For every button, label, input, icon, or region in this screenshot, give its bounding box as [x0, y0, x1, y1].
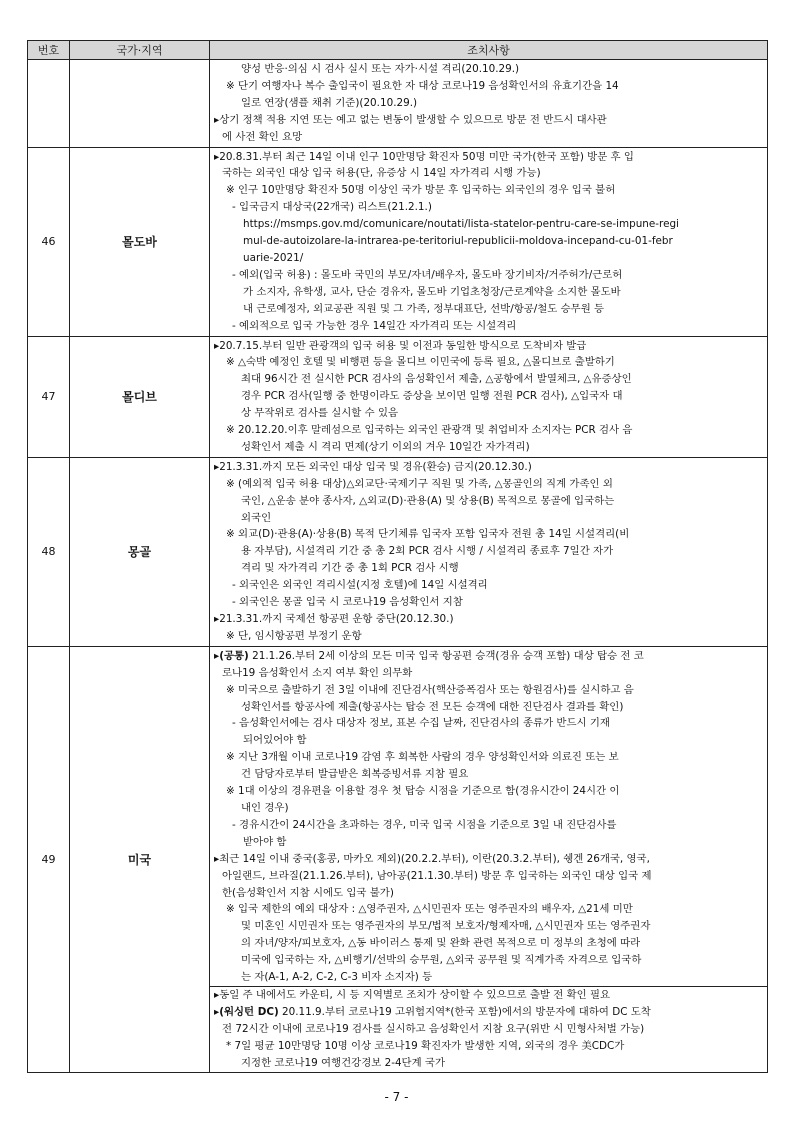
table-row-moldova	[28, 147, 768, 336]
measure-line: 로나19 음성확인서 소지 여부 확인 의무화	[222, 666, 413, 679]
country-cell: 미국	[70, 646, 210, 1073]
measure-line: 의 자녀/양자/피보호자, △동 바이러스 통제 및 완화 관련 목적으로 미 정부의 초청에 따라	[241, 937, 641, 950]
header-country: 국가·지역	[70, 41, 210, 60]
measure-line: 국인, △운송 분야 종사자, △외교(D)·관용(A) 및 상용(B) 목적으로 몽골에 입국하는	[241, 494, 615, 507]
measure-line: 최대 96시간 전 실시한 PCR 검사의 음성확인서 제출, △공항에서 발열체크, △유증상인	[241, 373, 632, 386]
measure-line: 되어있어야 함	[243, 734, 307, 747]
measure-line: ▸21.3.31.까지 국제선 항공편 운항 중단(20.12.30.)	[214, 613, 454, 625]
measures-cell	[210, 147, 768, 336]
measure-line: - 외국인은 외국인 격리시설(지정 호텔)에 14일 시설격리	[232, 579, 488, 592]
measure-link[interactable]: uarie-2021/	[243, 251, 304, 264]
measures-cell	[210, 336, 768, 457]
measure-link[interactable]: mul-de-autoizolare-la-intrarea-pe-teritoriul-republicii-moldova-incepand-cu-01-febr	[243, 235, 673, 248]
number-cell: 47	[28, 336, 70, 457]
measure-line: 받아야 함	[243, 835, 287, 848]
measure-line: ▸20.7.15.부터 일반 관광객의 입국 허용 및 이전과 동일한 방식으로 도착비자 발급	[214, 339, 587, 352]
number-cell: 46	[28, 147, 70, 336]
measure-line: ▸동일 주 내에서도 카운티, 시 등 지역별로 조치가 상이할 수 있으므로 출발 전 확인 필요	[214, 988, 611, 1001]
measure-line: 국하는 외국인 대상 입국 허용(단, 유증상 시 14일 자가격리 시행 가능)	[222, 167, 541, 180]
measure-line: ▸21.3.31.까지 모든 외국인 대상 입국 및 경유(환승) 금지(20.12.30.)	[214, 460, 532, 473]
measure-line: * 7일 평균 10만명당 10명 이상 코로나19 확진자가 발생한 지역, 외국의 경우 美CDC가	[226, 1039, 625, 1052]
measure-line: ▸상기 정책 적용 지연 또는 예고 없는 변동이 발생할 수 있으므로 방문 전 반드시 대사관	[214, 113, 607, 126]
measure-line: ▸(공통) 21.1.26.부터 2세 이상의 모든 미국 입국 항공편 승객(경유 승객 포함) 대상 탑승 전 코	[214, 649, 644, 662]
measure-line: ※ 단기 여행자나 복수 출입국이 필요한 자 대상 코로나19 음성확인서의 유효기간을 14	[226, 79, 619, 92]
measure-line: ▸(워싱턴 DC) 20.11.9.부터 코로나19 고위험지역*(한국 포함)에서의 방문자에 대하여 DC 도착	[214, 1005, 651, 1018]
measure-line: - 예외(입국 허용) : 몰도바 국민의 부모/자녀/배우자, 몰도바 장기비자/거주허가/근로허	[232, 268, 623, 281]
measures-cell	[210, 646, 768, 1073]
country-cell: 몰도바	[70, 147, 210, 336]
measure-line: ※ △숙박 예정인 호텔 및 비행편 등을 몰디브 이민국에 등록 필요, △몰디브로 출발하기	[226, 356, 615, 369]
measure-line: ▸최근 14일 이내 중국(홍콩, 마카오 제외)(20.2.2.부터), 이란(20.3.2.부터), 쉥겐 26개국, 영국,	[214, 852, 650, 865]
measure-line: 성확인서를 항공사에 제출(항공사는 탑승 전 모든 승객에 대한 진단검사 결과를 확인)	[241, 700, 624, 713]
measure-line: - 예외적으로 입국 가능한 경우 14일간 자가격리 또는 시설격리	[232, 319, 517, 332]
country-cell: 몰디브	[70, 336, 210, 457]
measures-subcell	[210, 986, 767, 1072]
measure-line: ※ 1대 이상의 경유편을 이용할 경우 첫 탑승 시점을 기준으로 함(경유시간이 24시간 이	[226, 785, 620, 798]
table-row-continued	[28, 60, 768, 148]
measure-line: 전 72시간 이내에 코로나19 검사를 실시하고 음성확인서 지참 요구(위반 시 민형사처벌 가능)	[222, 1022, 645, 1035]
measure-line: 용 자부담), 시설격리 기간 중 총 2회 PCR 검사 시행 / 시설격리 종료후 7일간 자가	[241, 545, 614, 558]
table-row-maldives	[28, 336, 768, 457]
measure-line: 아일랜드, 브라질(21.1.26.부터), 남아공(21.1.30.부터) 방문 후 입국하는 외국인 대상 입국 제	[222, 869, 652, 882]
measure-line: 한(음성확인서 지참 시에도 입국 불가)	[222, 886, 394, 899]
measure-line: ※ 지난 3개월 이내 코로나19 감염 후 회복한 사람의 경우 양성확인서와 의료진 또는 보	[226, 751, 619, 764]
measure-line: - 음성확인서에는 검사 대상자 정보, 표본 수집 날짜, 진단검사의 종류가 반드시 기재	[232, 717, 610, 730]
measure-line: 건 담당자로부터 발급받은 회복증빙서류 지참 필요	[241, 768, 469, 781]
number-cell: 49	[28, 646, 70, 1073]
measure-line: ▸20.8.31.부터 최근 14일 이내 인구 10만명당 확진자 50명 미만 국가(한국 포함) 방문 후 입	[214, 150, 634, 163]
page-number: - 7 -	[384, 1090, 409, 1104]
country-cell	[70, 60, 210, 148]
table-row-mongolia	[28, 457, 768, 646]
measure-line: 내인 경우)	[241, 801, 289, 814]
header-measures: 조치사항	[210, 41, 768, 60]
table-header-row	[28, 41, 768, 60]
measures-table	[27, 40, 768, 1073]
table-row-usa	[28, 646, 768, 1073]
country-cell: 몽골	[70, 457, 210, 646]
measure-line: 격리 및 자가격리 기간 중 총 1회 PCR 검사 시행	[241, 562, 459, 575]
measure-line: 경우 PCR 검사(일행 중 한명이라도 증상을 보이면 일행 전원 PCR 검사), △입국자 대	[241, 390, 623, 403]
measure-line: ※ 인구 10만명당 확진자 50명 이상인 국가 방문 후 입국하는 외국인의 경우 입국 불허	[226, 184, 616, 197]
measure-line: 에 사전 확인 요망	[222, 130, 303, 143]
measure-line: 는 자(A-1, A-2, C-2, C-3 비자 소지자) 등	[241, 971, 433, 984]
measure-line: 성확인서 제출 시 격리 면제(상기 이외의 겨우 10일간 자가격리)	[241, 440, 530, 453]
header-number: 번호	[28, 41, 70, 60]
measure-line: - 경유시간이 24시간을 초과하는 경우, 미국 입국 시점을 기준으로 3일 내 진단검사를	[232, 818, 617, 831]
measure-line: ※ 입국 제한의 예외 대상자 : △영주권자, △시민권자 또는 영주권자의 배우자, △21세 미만	[226, 903, 633, 916]
number-cell	[28, 60, 70, 148]
measure-line: ※ 단, 임시항공편 부정기 운항	[226, 629, 362, 642]
measure-line: ※ 외교(D)·관용(A)·상용(B) 목적 단기체류 입국자 포함 입국자 전원 총 14일 시설격리(비	[226, 528, 630, 541]
measure-link[interactable]: https://msmps.gov.md/comunicare/noutati/lista-statelor-pentru-care-se-impune-regi	[243, 218, 679, 231]
measure-line: ※ 미국으로 출발하기 전 3일 이내에 진단검사(핵산증폭검사 또는 항원검사)를 실시하고 음	[226, 683, 634, 696]
measure-line: 및 미혼인 시민권자 또는 영주권자의 부모/법적 보호자/형제자매, △시민권자 또는 영주권자	[241, 920, 651, 933]
measures-cell	[210, 457, 768, 646]
number-cell: 48	[28, 457, 70, 646]
measure-line: 미국에 입국하는 자, △비행기/선박의 승무원, △외국 공무원 및 직계가족 자격으로 입국하	[241, 954, 642, 967]
measure-line: 내 근로예정자, 외교공관 직원 및 그 가족, 정부대표단, 선박/항공/철도 승무원 등	[243, 302, 605, 315]
measure-line: - 입국금지 대상국(22개국) 리스트(21.2.1.)	[232, 201, 432, 214]
measures-cell	[210, 60, 768, 148]
measure-line: 상 무작위로 검사를 실시할 수 있음	[241, 407, 399, 420]
measure-line: 양성 반응·의심 시 검사 실시 또는 자가·시설 격리(20.10.29.)	[241, 63, 520, 75]
measure-line: - 외국인은 몽골 입국 시 코로나19 음성확인서 지참	[232, 596, 463, 609]
measure-line: 일로 연장(샘플 채취 기준)(20.10.29.)	[241, 96, 418, 109]
measure-line: ※ 20.12.20.이후 말레섬으로 입국하는 외국인 관광객 및 취업비자 소지자는 PCR 검사 음	[226, 424, 633, 437]
measure-line: 가 소지자, 유학생, 교사, 단순 경유자, 몰도바 기업초청장/근로계약을 소지한 몰도바	[243, 285, 621, 298]
measure-line: ※ (예외적 입국 허용 대상)△외교단·국제기구 직원 및 가족, △몽골인의 직계 가족인 외	[226, 477, 613, 490]
measure-line: 외국인	[241, 511, 272, 524]
measure-line: 지정한 코로나19 여행건강경보 2-4단계 국가	[241, 1056, 446, 1069]
